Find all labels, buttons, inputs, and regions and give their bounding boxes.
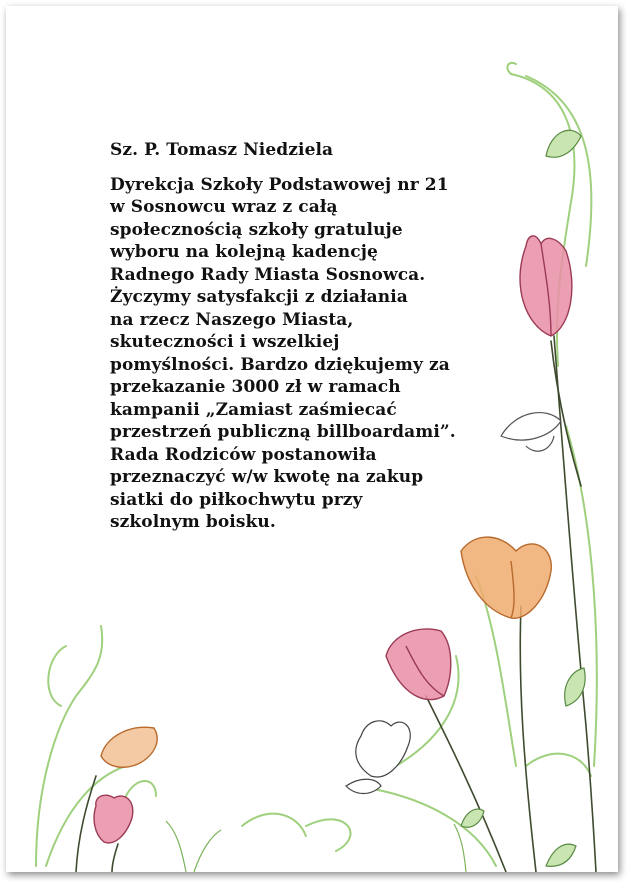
body-line: kampanii „Zamiast zaśmiecać bbox=[110, 399, 397, 420]
body-line: przestrzeń publiczną billboardami”. bbox=[110, 422, 456, 442]
body-line: przekazanie 3000 zł w ramach bbox=[110, 377, 401, 397]
body-line: Życzymy satysfakcji z działania bbox=[110, 287, 408, 307]
body-line: społecznością szkoły gratuluje bbox=[110, 219, 403, 240]
body-line: przeznaczyć w/w kwotę na zakup bbox=[110, 467, 424, 487]
letter-page bbox=[6, 6, 618, 872]
letter-greeting: Sz. P. Tomasz Niedziela bbox=[110, 140, 334, 160]
body-line: w Sosnowcu wraz z całą bbox=[110, 197, 338, 217]
body-line: siatki do piłkochwytu przy bbox=[110, 489, 363, 510]
body-line: na rzecz Naszego Miasta, bbox=[110, 309, 354, 330]
body-line: Dyrekcja Szkoły Podstawowej nr 21 bbox=[110, 174, 449, 195]
body-line: Radnego Rady Miasta Sosnowca. bbox=[110, 264, 426, 285]
letter-body bbox=[110, 174, 570, 534]
letter-text bbox=[110, 139, 570, 534]
body-line: szkolnym boisku. bbox=[110, 512, 276, 532]
body-line: Rada Rodziców postanowiła bbox=[110, 444, 377, 465]
body-line: skuteczności i wszelkiej bbox=[110, 332, 340, 352]
body-line: wyboru na kolejną kadencję bbox=[110, 242, 378, 262]
body-line: pomyślności. Bardzo dziękujemy za bbox=[110, 354, 450, 375]
